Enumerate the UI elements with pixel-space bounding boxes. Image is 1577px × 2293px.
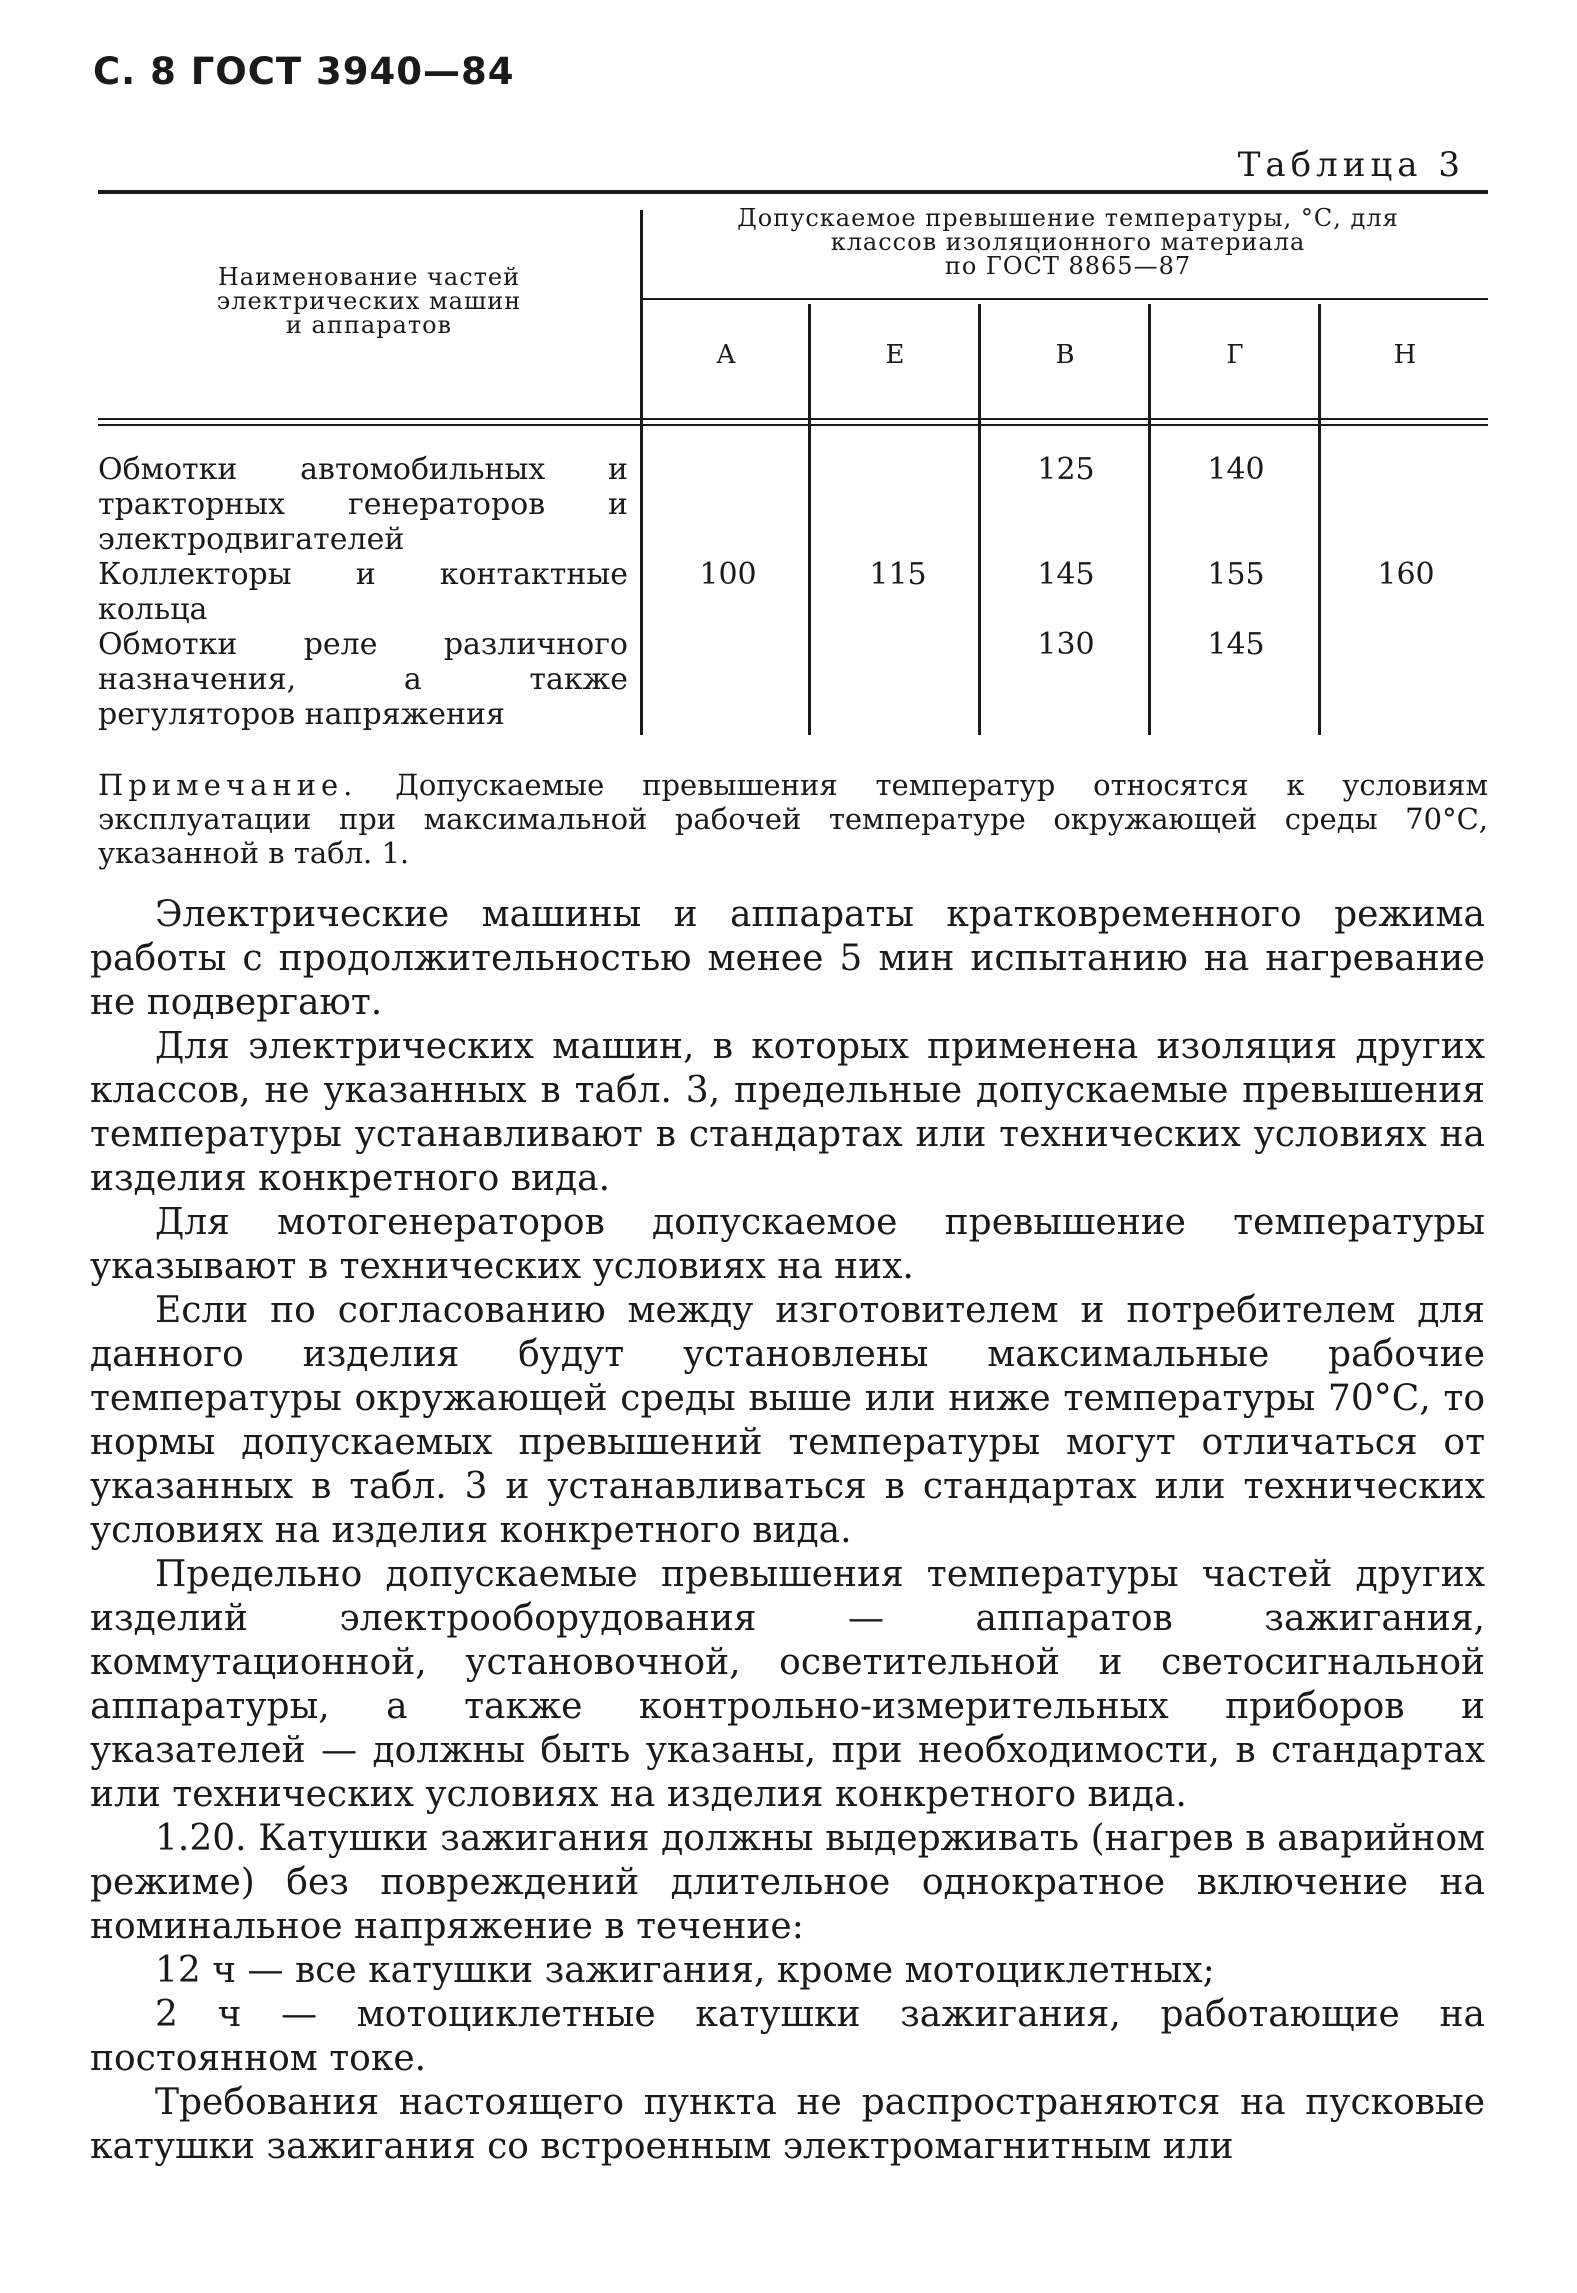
table-cell: 125 — [1037, 452, 1095, 487]
paragraph: 1.20. Катушки зажигания должны выдерживать (нагрев в аварийном режиме) без повреждений длительное однократное включение на номинальное напряжение в течение: — [90, 1818, 1485, 1947]
table-cell: 160 — [1377, 557, 1435, 592]
table-cell: 155 — [1207, 557, 1265, 592]
paragraph: 2 ч — мотоциклетные катушки зажигания, работающие на постоянном токе. — [90, 1994, 1485, 2079]
header-bottom-rule-2 — [98, 424, 1488, 426]
class-header-e: Е — [885, 340, 905, 370]
class-header-n: Н — [1393, 340, 1417, 370]
table-row-name: Обмотки реле различного назначения, а также регуляторов напряжения — [98, 627, 628, 732]
col-divider-name — [640, 210, 643, 735]
paragraph: Электрические машины и аппараты кратковременного режима работы с продолжительностью менее 5 мин испытанию на нагревание не подвергают. — [90, 894, 1485, 1023]
page-header: С. 8 ГОСТ 3940—84 — [93, 50, 515, 93]
table-top-rule — [98, 190, 1488, 194]
table-cell: 100 — [699, 557, 757, 592]
header-part-name — [98, 265, 640, 337]
class-header-g: Г — [1226, 340, 1244, 370]
temperature-table — [98, 190, 1488, 735]
paragraph: Для мотогенераторов допускаемое превышение температуры указывают в технических условиях на них. — [90, 1202, 1485, 1287]
header-temperature — [648, 206, 1488, 278]
table-cell: 130 — [1037, 627, 1095, 662]
header-part-name-line: электрических машин — [216, 287, 522, 315]
table-caption: Таблица 3 — [1237, 145, 1465, 185]
paragraph: Требования настоящего пункта не распространяются на пусковые катушки зажигания со встроенным электромагнитным или — [90, 2082, 1485, 2167]
paragraph: 12 ч — все катушки зажигания, кроме мотоциклетных; — [155, 1950, 1215, 1991]
table-row-name: Обмотки автомобильных и тракторных генераторов и электродвигателей — [98, 452, 628, 557]
header-temperature-line: классов изоляционного материала — [830, 228, 1306, 256]
table-row-name: Коллекторы и контактные кольца — [98, 557, 628, 627]
header-sub-rule — [640, 298, 1488, 300]
table-cell: 140 — [1207, 452, 1265, 487]
note-text: Допускаемые превышения температур относятся к условиям эксплуатации при максимальной рабочей температуре окружающей среды 70°С, указанной в табл. 1. — [98, 768, 1489, 870]
header-part-name-line: Наименование частей — [217, 263, 521, 291]
table-cell: 145 — [1207, 627, 1265, 662]
header-temperature-line: Допускаемое превышение температуры, °С, для — [737, 204, 1399, 232]
class-header-v: В — [1055, 340, 1075, 370]
note-label: Примечание. — [98, 768, 358, 802]
header-temperature-line: по ГОСТ 8865—87 — [944, 252, 1192, 280]
paragraph: Если по согласованию между изготовителем и потребителем для данного изделия будут установлены максимальные рабочие температуры окружающей среды выше или ниже температуры 70°С, то нормы допускаемых превышений температуры могут отличаться от указанных в табл. 3 и устанавливаться в стандартах или технических условиях на изделия конкретного вида. — [90, 1290, 1485, 1551]
header-bottom-rule — [98, 418, 1488, 420]
body-text — [90, 893, 1485, 2169]
paragraph: Предельно допускаемые превышения температуры частей других изделий электрооборудования — аппаратов зажигания, коммутационной, установочной, осветительной и светосигнальной аппаратуры, а также контрольно-измерительных приборов и указателей — должны быть указаны, при необходимости, в стандартах или технических условиях на изделия конкретного вида. — [90, 1554, 1485, 1815]
table-note — [98, 768, 1488, 870]
table-cell: 115 — [869, 557, 927, 592]
header-part-name-line: и аппаратов — [285, 311, 453, 339]
table-cell: 145 — [1037, 557, 1095, 592]
paragraph: Для электрических машин, в которых применена изоляция других классов, не указанных в табл. 3, предельные допускаемые превышения температуры устанавливают в стандартах или технических условиях на изделия конкретного вида. — [90, 1026, 1485, 1199]
class-header-a: А — [716, 340, 736, 370]
